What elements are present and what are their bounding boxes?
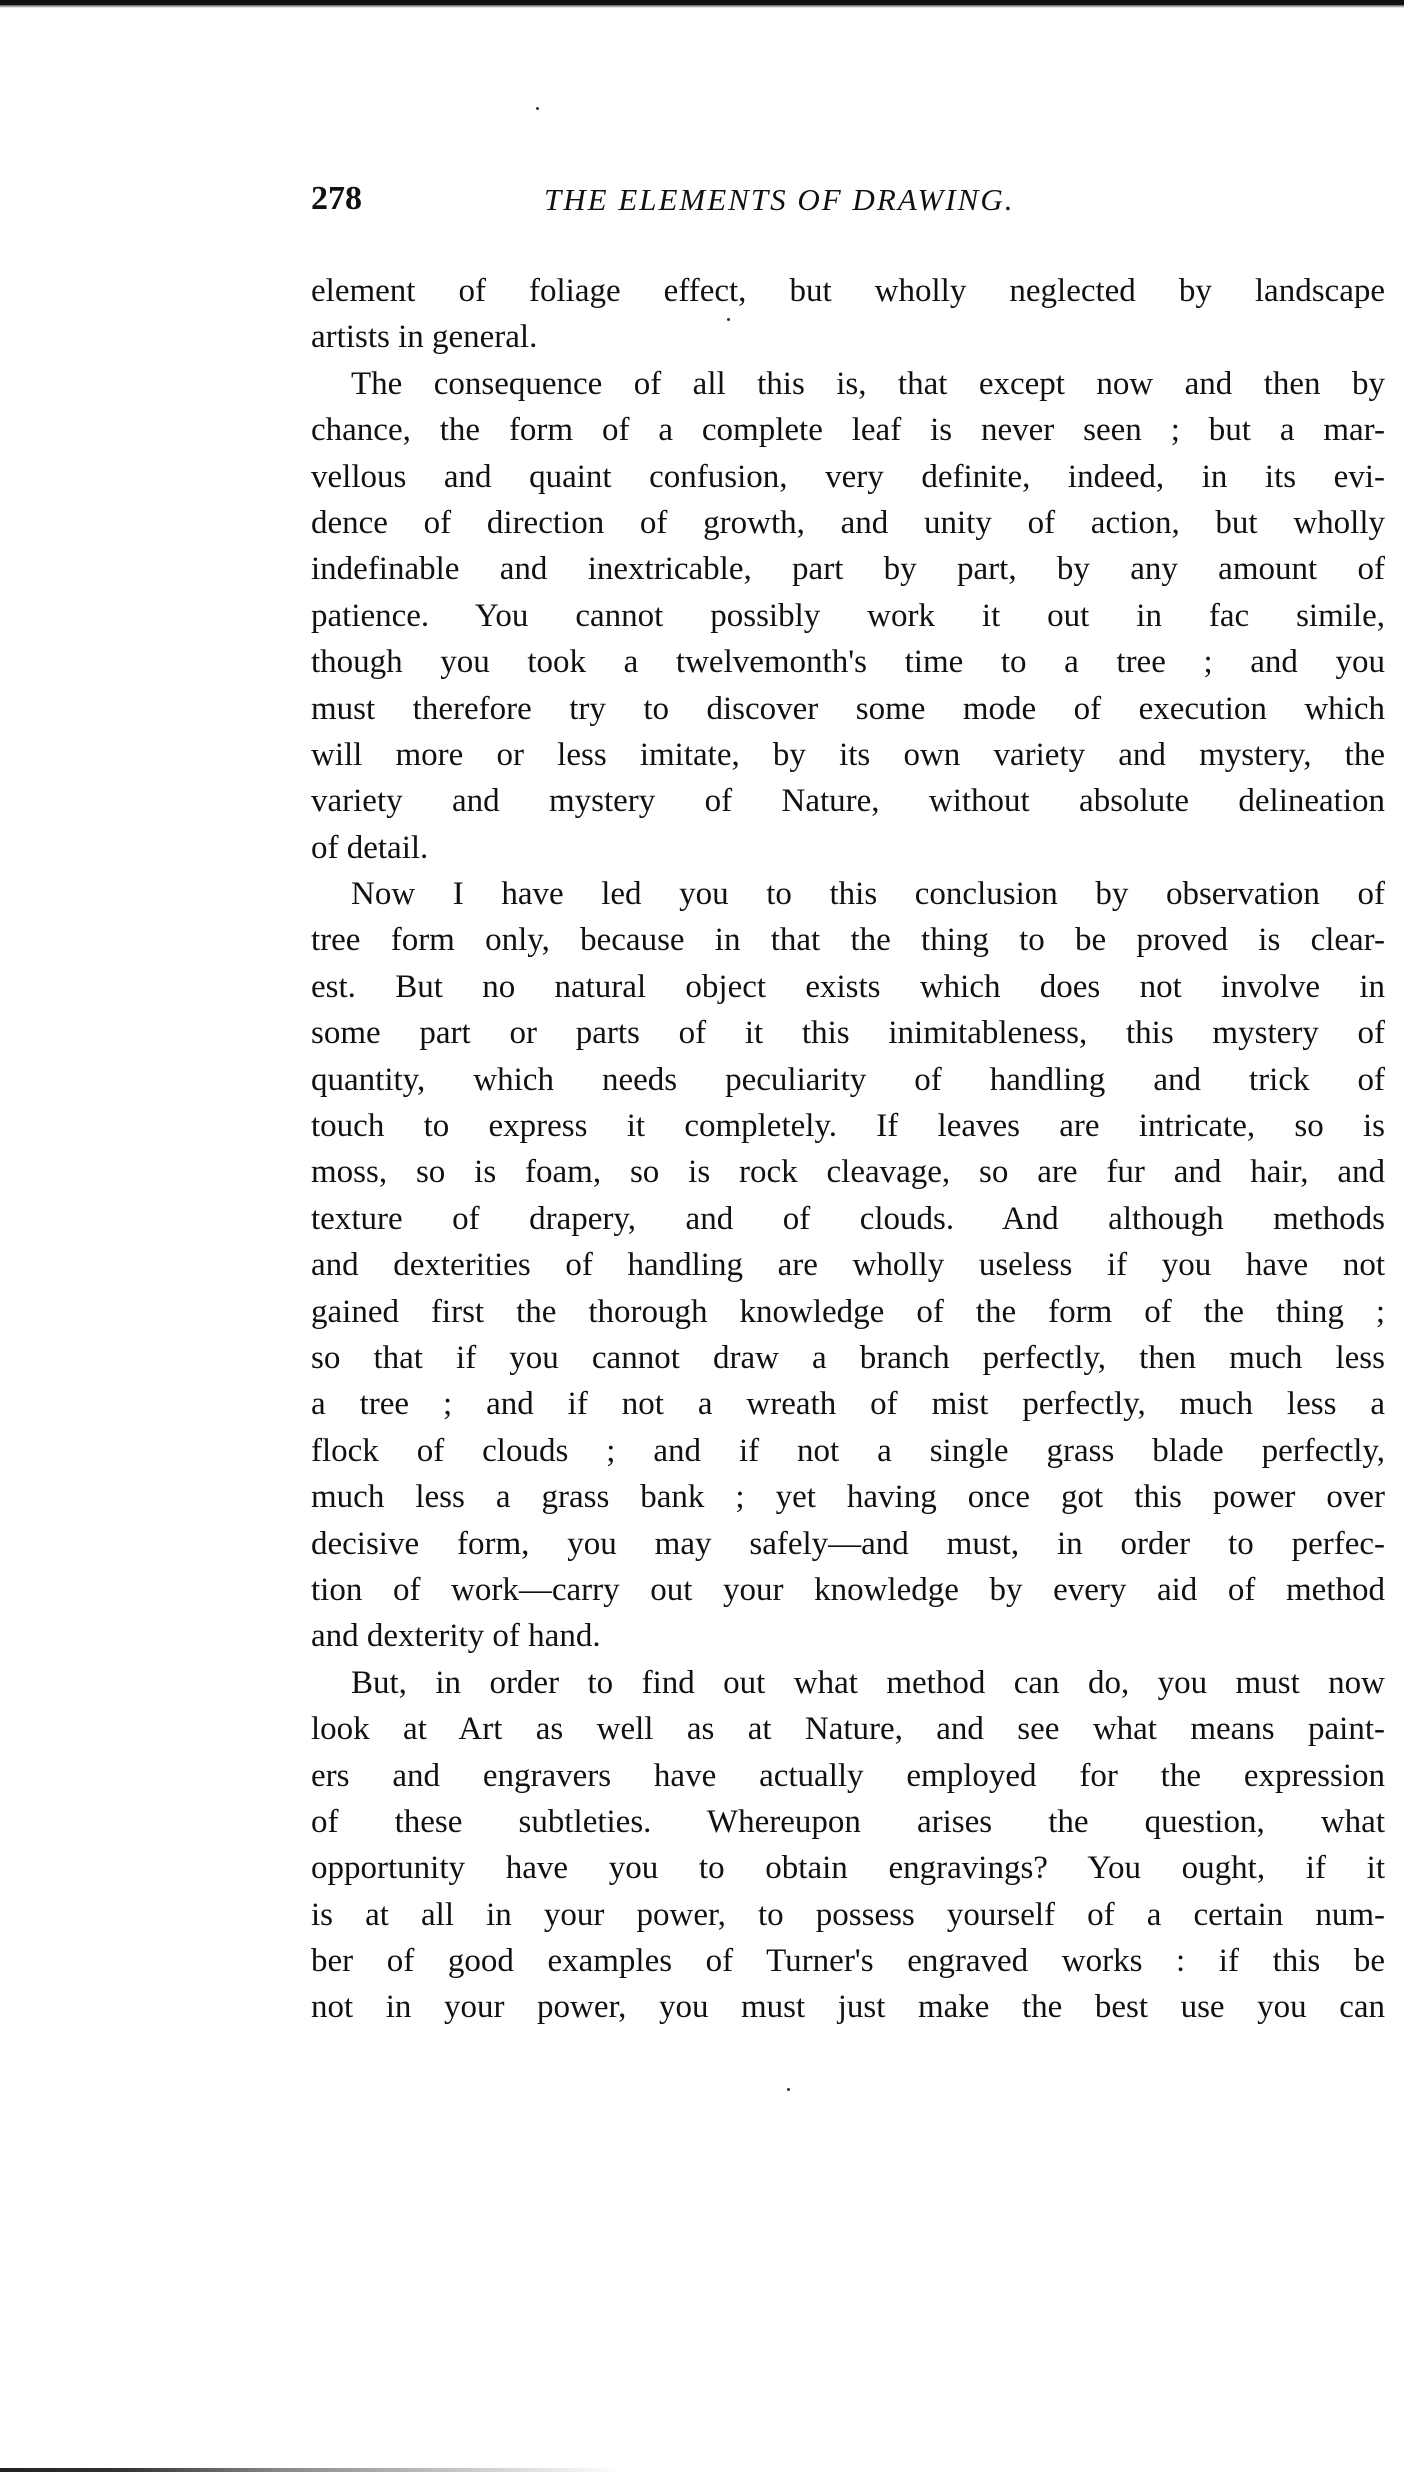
text-line: est. But no natural object exists which does not involve in — [311, 968, 1385, 1005]
text-line: of detail. — [311, 829, 429, 866]
text-line: chance, the form of a complete leaf is never seen ; but a mar- — [311, 412, 1385, 449]
text-line: not in your power, you must just make the best use you can — [311, 1989, 1385, 2026]
paragraph — [311, 268, 1385, 361]
text-line: so that if you cannot draw a branch perfectly, then much less — [311, 1339, 1385, 1376]
text-line: flock of clouds ; and if not a single grass blade perfectly, — [311, 1432, 1385, 1469]
text-line: ers and engravers have actually employed for the expression — [311, 1757, 1385, 1794]
text-line: will more or less imitate, by its own variety and mystery, the — [311, 736, 1385, 773]
text-line: quantity, which needs peculiarity of handling and trick of — [311, 1061, 1385, 1098]
text-line: much less a grass bank ; yet having once got this power over — [311, 1479, 1385, 1516]
text-line: tion of work—carry out your knowledge by every aid of method — [311, 1571, 1385, 1608]
text-line: some part or parts of it this inimitableness, this mystery of — [311, 1015, 1385, 1052]
text-line: gained first the thorough knowledge of the form of the thing ; — [311, 1293, 1385, 1330]
page-number: 278 — [311, 180, 362, 217]
text-line: though you took a twelvemonth's time to a tree ; and you — [311, 644, 1385, 681]
paragraph — [311, 871, 1385, 1660]
running-head — [311, 180, 1385, 226]
scan-speck — [787, 2088, 790, 2091]
scan-speck — [727, 318, 730, 321]
text-line: Now I have led you to this conclusion by observation of — [351, 876, 1385, 913]
text-line: vellous and quaint confusion, very definite, indeed, in its evi- — [311, 458, 1385, 495]
text-line: must therefore try to discover some mode of execution which — [311, 690, 1385, 727]
text-line: ber of good examples of Turner's engraved works : if this be — [311, 1943, 1385, 1980]
text-line: dence of direction of growth, and unity of action, but wholly — [311, 504, 1385, 541]
text-line: and dexterities of handling are wholly useless if you have not — [311, 1247, 1385, 1284]
text-line: tree form only, because in that the thing to be proved is clear- — [311, 922, 1385, 959]
paragraph — [311, 1660, 1385, 2031]
running-title: THE ELEMENTS OF DRAWING. — [544, 182, 1015, 217]
text-line: is at all in your power, to possess yourself of a certain num- — [311, 1896, 1385, 1933]
text-line: variety and mystery of Nature, without absolute delineation — [311, 783, 1385, 820]
text-line: indefinable and inextricable, part by part, by any amount of — [311, 551, 1385, 588]
paragraph — [311, 361, 1385, 871]
text-line: decisive form, you may safely—and must, in order to perfec- — [311, 1525, 1385, 1562]
body-text — [311, 268, 1385, 2031]
text-line: texture of drapery, and of clouds. And although methods — [311, 1200, 1385, 1237]
text-line: opportunity have you to obtain engravings? You ought, if it — [311, 1850, 1385, 1887]
text-line: and dexterity of hand. — [311, 1618, 601, 1655]
scan-top-edge-shadow — [0, 5, 1404, 8]
text-line: touch to express it completely. If leaves are intricate, so is — [311, 1108, 1385, 1145]
scan-speck — [536, 107, 539, 110]
text-line: of these subtleties. Whereupon arises the question, what — [311, 1803, 1385, 1840]
text-line: artists in general. — [311, 319, 538, 356]
text-line: element of foliage effect, but wholly neglected by landscape — [311, 273, 1385, 309]
text-line: But, in order to find out what method can do, you must now — [351, 1664, 1385, 1701]
text-line: The consequence of all this is, that except now and then by — [351, 365, 1385, 402]
scan-bottom-edge — [0, 2468, 620, 2472]
text-line: look at Art as well as at Nature, and see what means paint- — [311, 1711, 1385, 1748]
text-line: a tree ; and if not a wreath of mist perfectly, much less a — [311, 1386, 1385, 1423]
text-line: patience. You cannot possibly work it out in fac simile, — [311, 597, 1385, 634]
text-line: moss, so is foam, so is rock cleavage, so are fur and hair, and — [311, 1154, 1385, 1191]
